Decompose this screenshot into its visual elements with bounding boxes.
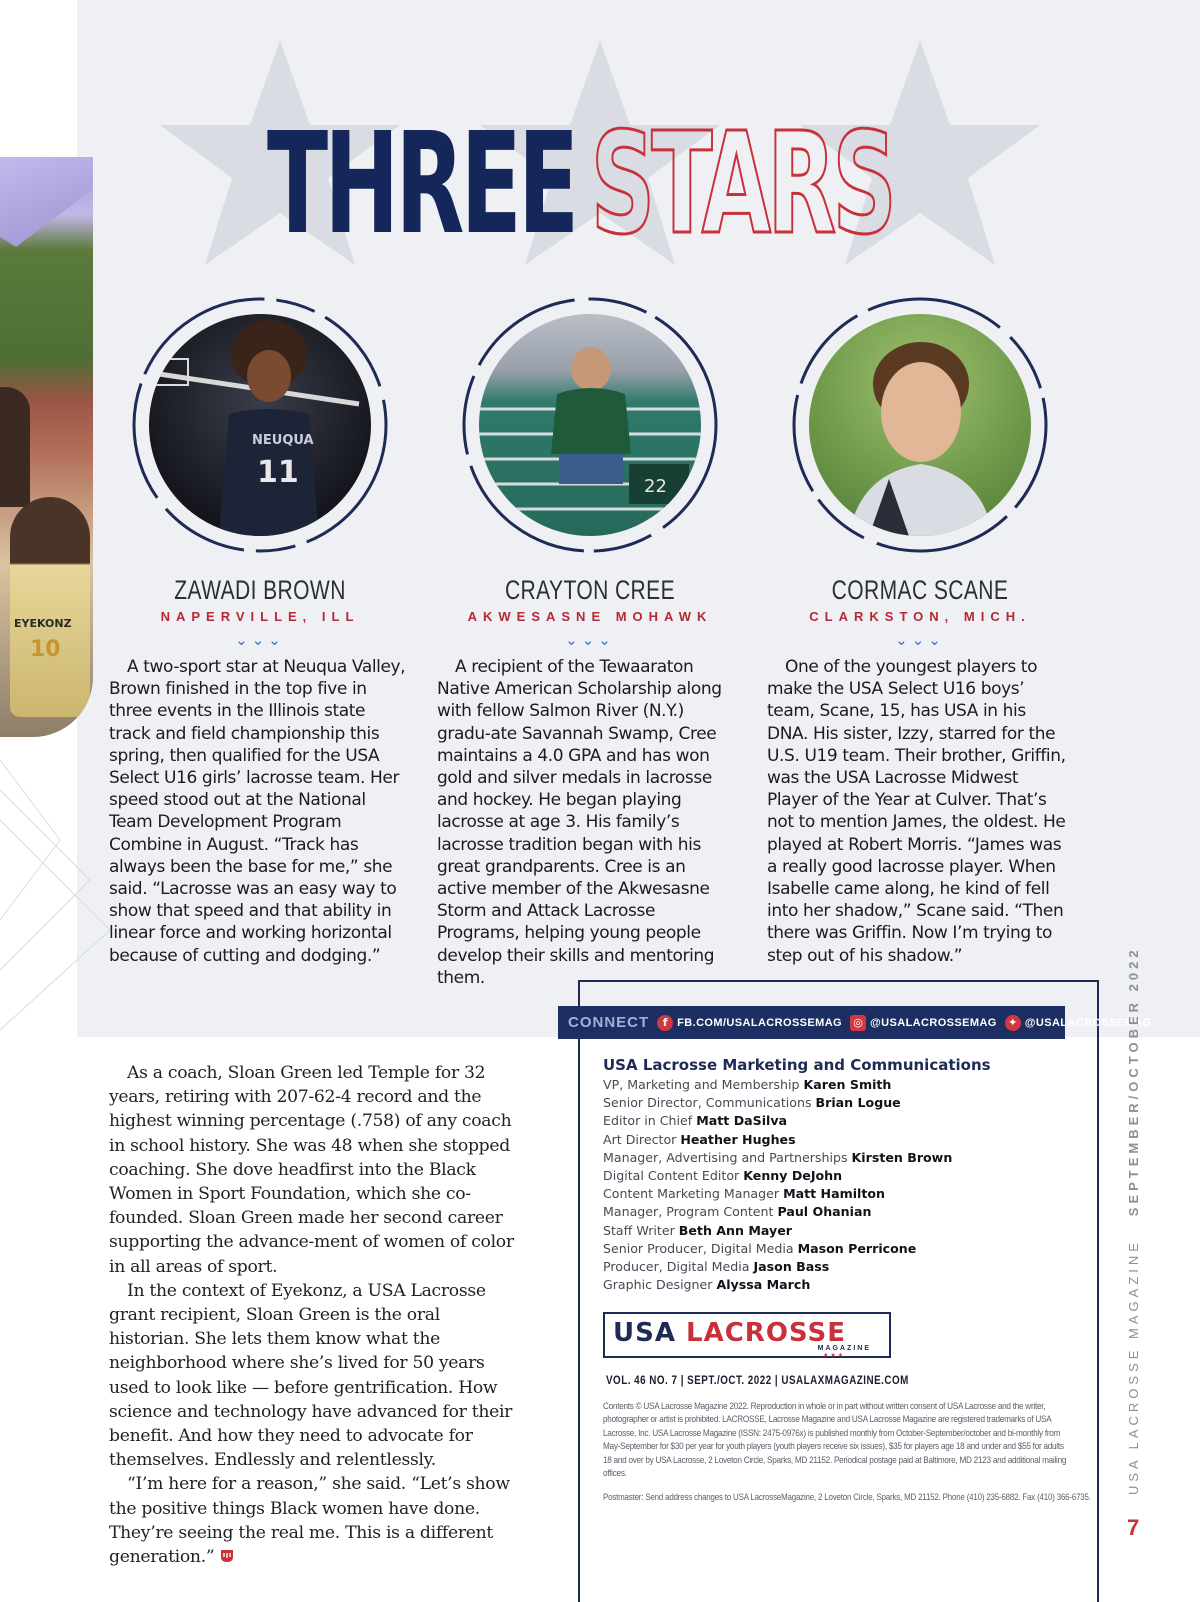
profile-location: AKWESASNE MOHAWK xyxy=(467,609,713,624)
profile-bio: A two-sport star at Neuqua Valley, Brown finished in the top five in three events in the Illinois state track and field championship this spring, then qualified for the USA Select U16 girls’ lacrosse team. Her speed stood out at the National Team Development Program Combine in August. “Track has always been the base for me,” she said. “Lacrosse was an easy way to show that speed and that ability in linear force and working horizontal because of cutting and dodging.” xyxy=(109,657,406,966)
decorative-lines xyxy=(0,640,120,1040)
page-title xyxy=(267,103,894,266)
article-paragraph: In the context of Eyekonz, a USA Lacrosse grant recipient, Sloan Green is the oral historian. She lets them know what the neighborhood where she’s lived for 50 years used to look like — before gentrification. How science and technology have advanced for their benefit. And how they need to advocate for themselves. Endlessly and relentlessly. xyxy=(109,1280,513,1471)
cormac-scane-photo xyxy=(809,314,1031,536)
profile-location: NAPERVILLE, ILL xyxy=(160,609,360,624)
facebook-link[interactable]: f FB.COM/USALACROSSEMAG xyxy=(657,1015,842,1031)
title-word-three: THREE xyxy=(267,103,576,266)
staff-list xyxy=(603,1076,952,1294)
crayton-cree-photo xyxy=(479,314,701,536)
staff-row: Staff Writer Beth Ann Mayer xyxy=(603,1222,792,1238)
facebook-icon: f xyxy=(657,1015,673,1031)
staff-row: Senior Director, Communications Brian Logue xyxy=(603,1095,901,1111)
staff-row: Content Marketing Manager Matt Hamilton xyxy=(603,1186,885,1202)
jersey-number: 10 xyxy=(30,637,61,662)
twitter-link[interactable]: ✦ @USALACROSSEMAG xyxy=(1005,1015,1152,1031)
article-paragraph: “I’m here for a reason,” she said. “Let’s show the positive things Black women have done. They’re seeing the real me. This is a different generation.” xyxy=(109,1474,510,1568)
staff-row: Graphic Designer Alyssa March xyxy=(603,1277,811,1293)
svg-text:NEUQUA: NEUQUA xyxy=(252,433,314,448)
staff-row: Manager, Advertising and Partnerships Kirsten Brown xyxy=(603,1149,953,1165)
chevron-down-icon: ⌄⌄⌄ xyxy=(565,631,615,649)
profile-bio: A recipient of the Tewaaraton Native American Scholarship along with fellow Salmon River (N.Y.) gradu-ate Savannah Swamp, Cree maintains a 4.0 GPA and has won gold and silver medals in lacrosse and hockey. He began playing lacrosse at age 3. His family’s lacrosse tradition began with his great grandparents. Cree is an active member of the Akwesasne Storm and Attack Lacrosse Programs, helping young people develop their skills and mentoring them. xyxy=(437,657,722,988)
postmaster-note: Postmaster: Send address changes to USA LacrosseMagazine, 2 Loveton Circle, Sparks, MD 21152. Phone (410) 235-6882. Fax (410) 366-6735. xyxy=(603,1492,1091,1502)
profile-name: CRAYTON CREE xyxy=(504,575,676,605)
usa-lacrosse-logo: USA LACROSSE MAGAZINE ★★★ xyxy=(603,1312,891,1358)
staff-row: Senior Producer, Digital Media Mason Perricone xyxy=(603,1240,917,1256)
svg-text:11: 11 xyxy=(257,455,299,490)
staff-row: Producer, Digital Media Jason Bass xyxy=(603,1259,830,1275)
masthead-heading: USA Lacrosse Marketing and Communications xyxy=(603,1056,991,1074)
zawadi-brown-photo xyxy=(149,314,371,536)
staff-row: VP, Marketing and Membership Karen Smith xyxy=(603,1077,892,1092)
title-word-stars: STARS xyxy=(590,103,894,266)
fine-print: Contents © USA Lacrosse Magazine 2022. Reproduction in whole or in part without written consent of USA Lacrosse and the writer, photographer or artist is prohibited. LACROSSE, Lacrosse Magazine and USA Lacrosse Magazine are registered trademarks of USA Lacrosse, Inc. USA Lacrosse Magazine (ISSN: 2475-0976x) is published monthly from October-September/october and bi-monthly from May-September for $30 per year for youth players (youth players receive six issues), $35 for players age 18 and under and $55 for adults 18 and over by USA Lacrosse, 2 Loveton Circle, Sparks, MD 21152. Periodical postage paid at Baltimore, MD 2123 and additional mailing offices. xyxy=(603,1401,1067,1479)
chevron-down-icon: ⌄⌄⌄ xyxy=(235,631,285,649)
end-mark-icon xyxy=(220,1549,234,1563)
instagram-icon: ◎ xyxy=(850,1015,866,1031)
instagram-link[interactable]: ◎ @USALACROSSEMAG xyxy=(850,1015,997,1031)
staff-row: Manager, Program Content Paul Ohanian xyxy=(603,1204,872,1220)
profile-name: CORMAC SCANE xyxy=(831,575,1009,605)
jersey-text: EYEKONZ xyxy=(14,617,72,630)
chevron-down-icon: ⌄⌄⌄ xyxy=(895,631,945,649)
page-number: 7 xyxy=(1127,1515,1140,1540)
connect-bar xyxy=(558,1006,1152,1039)
staff-row: Art Director Heather Hughes xyxy=(603,1131,796,1147)
article-paragraph: As a coach, Sloan Green led Temple for 32 years, retiring with 207-62-4 record and the highest winning percentage (.758) of any coach in school history. She was 48 when she stopped coaching. She dove headfirst into the Black Women in Sport Foundation, which she co-founded. Sloan Green made her second career supporting the advance-ment of women of color in all areas of sport. xyxy=(109,1063,514,1277)
volume-line: VOL. 46 NO. 7 | SEPT./OCT. 2022 | USALAXMAGAZINE.COM xyxy=(606,1373,909,1387)
running-foot: USA LACROSSE MAGAZINE SEPTEMBER/OCTOBER 2022 xyxy=(1126,946,1141,1495)
staff-row: Editor in Chief Matt DaSilva xyxy=(603,1113,788,1129)
staff-row: Digital Content Editor Kenny DeJohn xyxy=(603,1168,843,1184)
connect-label: CONNECT xyxy=(568,1014,650,1031)
profile-bio: One of the youngest players to make the USA Select U16 boys’ team, Scane, 15, has USA in his DNA. His sister, Izzy, starred for the U.S. U19 team. Their brother, Griffin, was the USA Lacrosse Midwest Player of the Year at Culver. That’s not to mention James, the oldest. He played at Robert Morris. “James was a really good lacrosse player. When Isabelle came along, he kind of fell into her shadow,” Scane said. “Then there was Griffin. Now I’m trying to step out of his shadow.” xyxy=(767,657,1066,966)
svg-text:22: 22 xyxy=(644,476,667,497)
profile-name: ZAWADI BROWN xyxy=(174,575,346,605)
profile-location: CLARKSTON, MICH. xyxy=(809,609,1031,624)
article-body xyxy=(109,1061,519,1569)
twitter-icon: ✦ xyxy=(1005,1015,1021,1031)
